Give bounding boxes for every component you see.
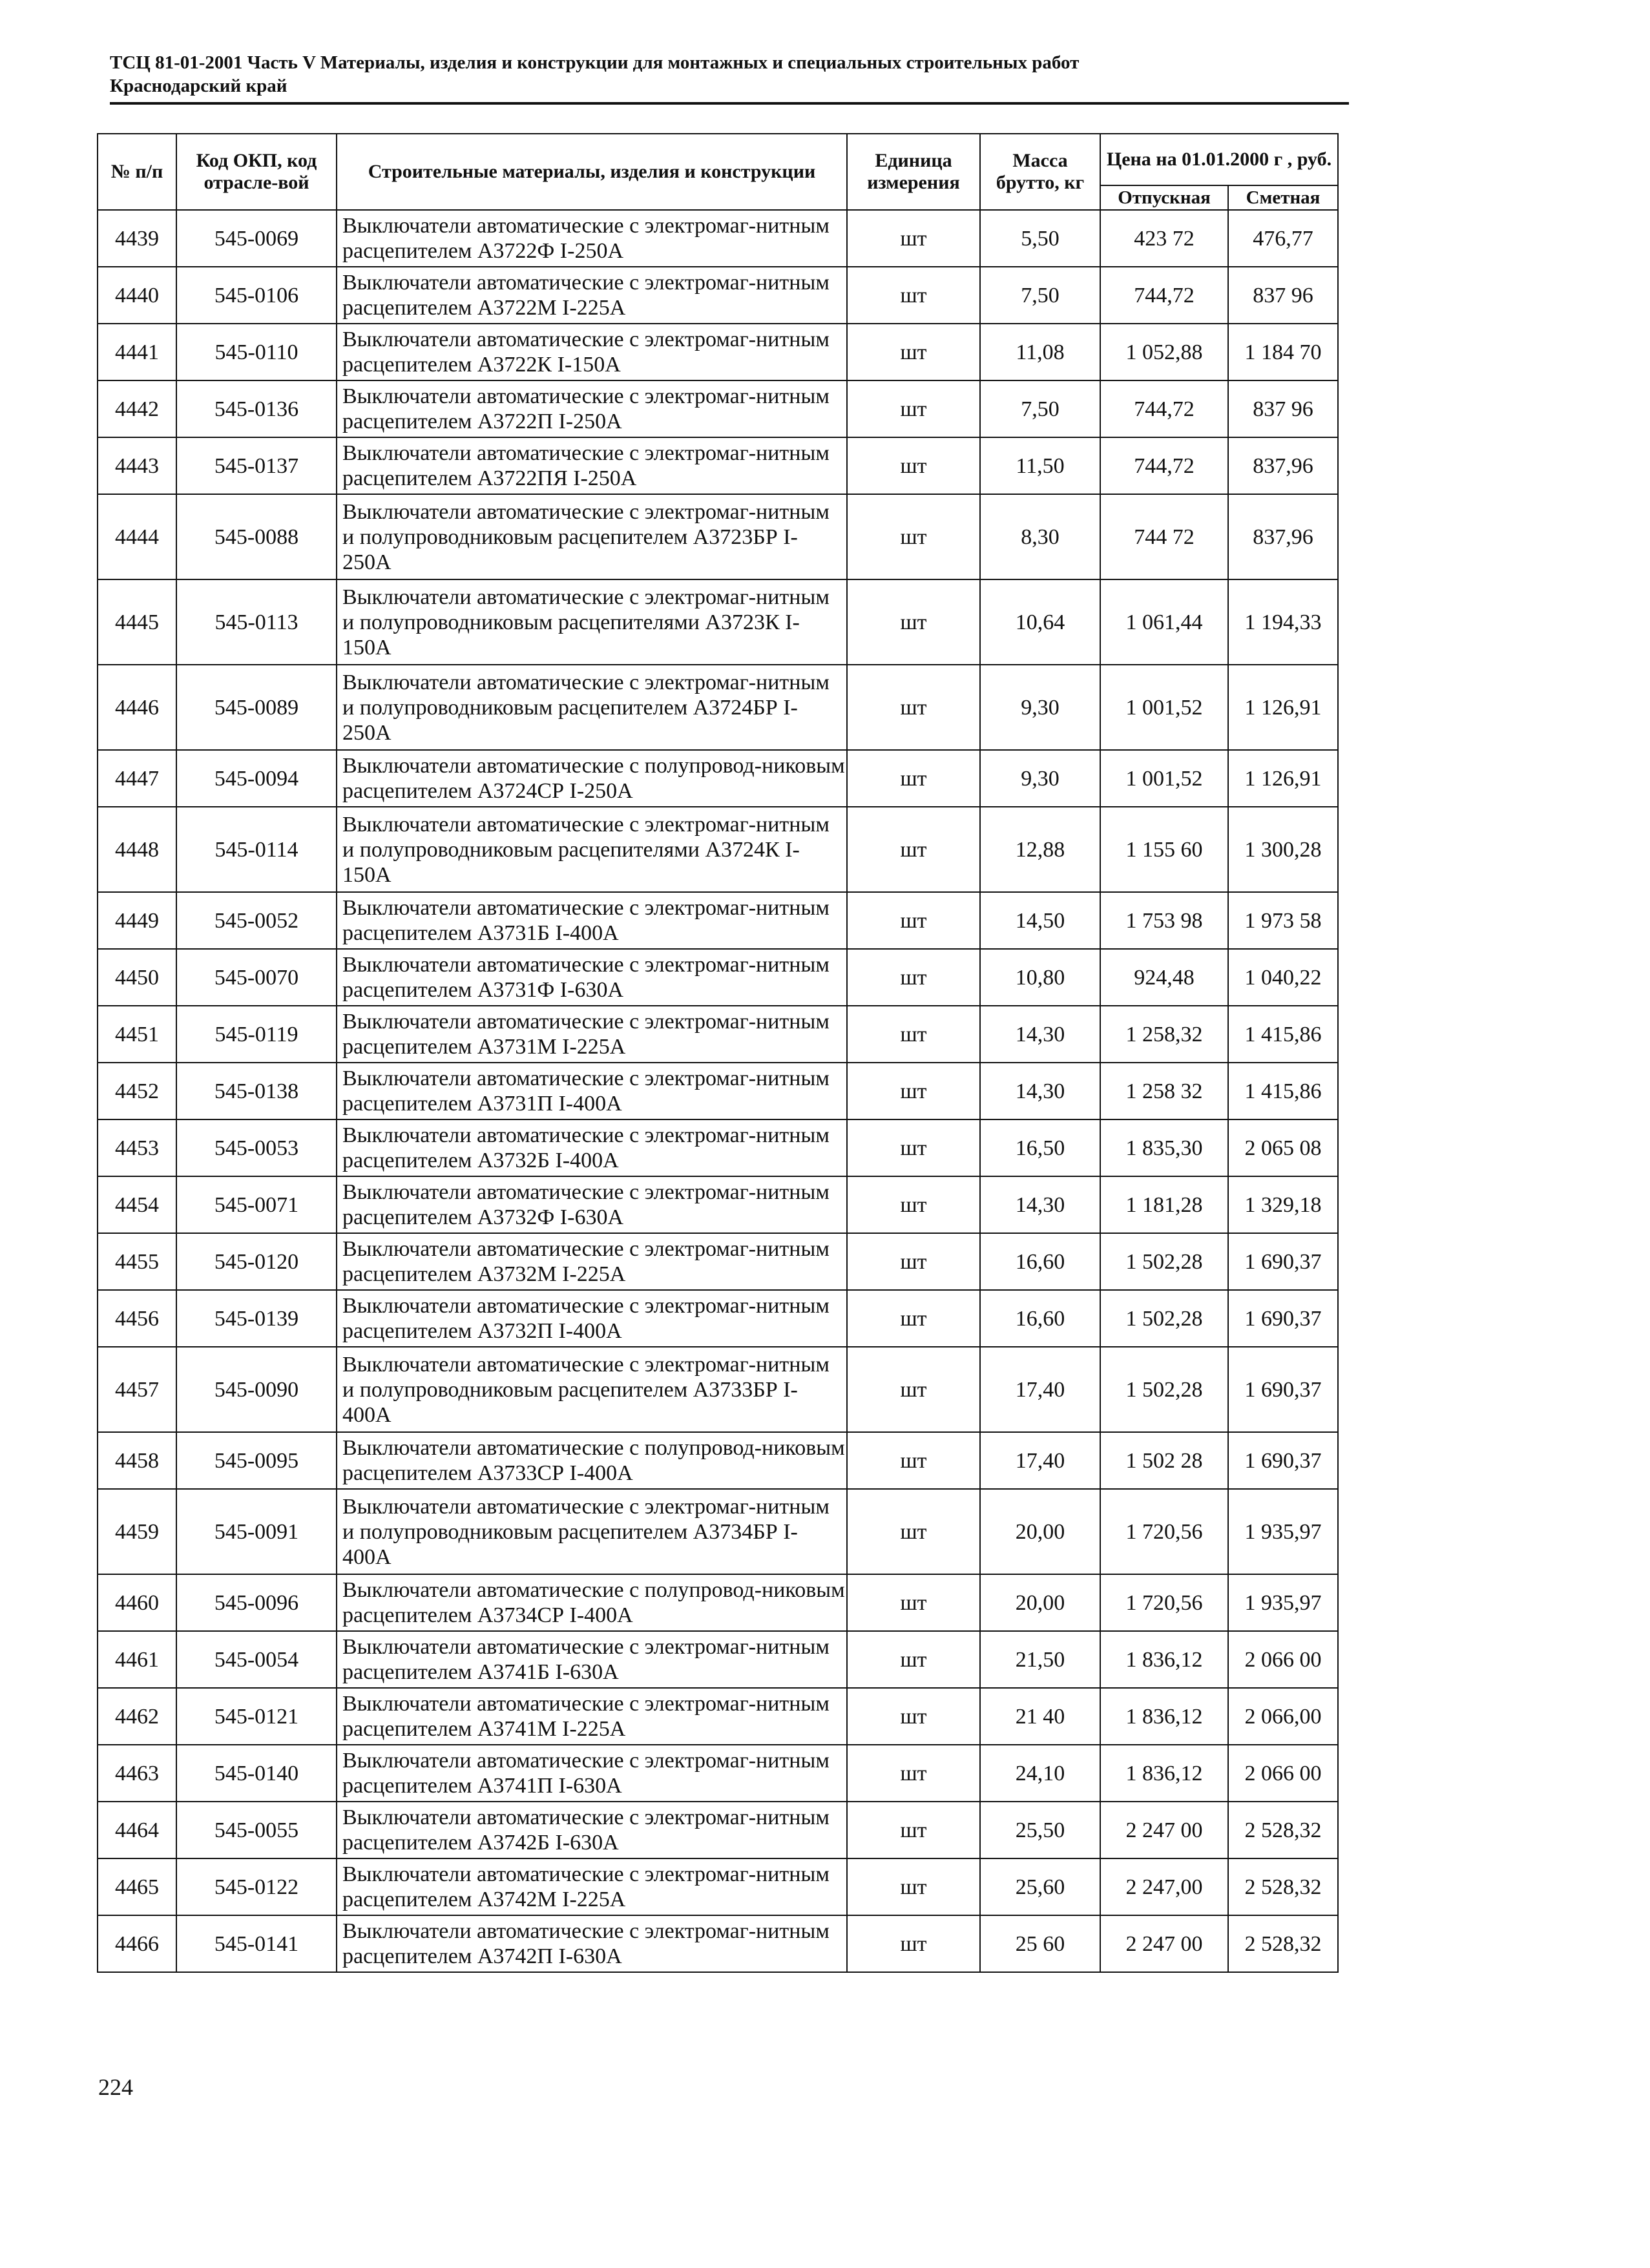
row-num-cell: 4448: [98, 807, 176, 892]
row-unit-cell: шт: [847, 1745, 980, 1802]
row-unit-cell: шт: [847, 892, 980, 949]
row-mass-cell: 9,30: [980, 750, 1100, 807]
row-wholesale-cell: 1 836,12: [1100, 1688, 1228, 1745]
table-row: [98, 665, 1338, 750]
table-row: [98, 1631, 1338, 1688]
table-row: [98, 1432, 1338, 1489]
row-unit-cell: шт: [847, 267, 980, 324]
row-estimate-cell: 837 96: [1228, 380, 1338, 437]
row-wholesale-cell: 1 720,56: [1100, 1574, 1228, 1631]
header-divider: [110, 102, 1349, 105]
header-unit: Единица измерения: [847, 134, 980, 210]
row-wholesale-cell: 1 502,28: [1100, 1290, 1228, 1347]
row-code-cell: 545-0122: [176, 1858, 337, 1915]
table-row: [98, 579, 1338, 665]
row-num-cell: 4445: [98, 579, 176, 665]
row-num-cell: 4441: [98, 324, 176, 380]
row-estimate-cell: 1 126,91: [1228, 665, 1338, 750]
row-wholesale-cell: 1 052,88: [1100, 324, 1228, 380]
row-code-cell: 545-0088: [176, 494, 337, 579]
row-estimate-cell: 1 194,33: [1228, 579, 1338, 665]
row-num-cell: 4439: [98, 210, 176, 267]
row-mass-cell: 25 60: [980, 1915, 1100, 1972]
row-num-cell: 4444: [98, 494, 176, 579]
table-row: [98, 949, 1338, 1006]
page-number: 224: [98, 2074, 133, 2100]
row-code-cell: 545-0139: [176, 1290, 337, 1347]
row-unit-cell: шт: [847, 1489, 980, 1574]
row-unit-cell: шт: [847, 494, 980, 579]
row-code-cell: 545-0113: [176, 579, 337, 665]
row-code-cell: 545-0053: [176, 1119, 337, 1176]
table-row: [98, 1688, 1338, 1745]
price-table: [97, 133, 1339, 1973]
row-wholesale-cell: 744,72: [1100, 267, 1228, 324]
row-mass-cell: 16,60: [980, 1233, 1100, 1290]
row-code-cell: 545-0138: [176, 1063, 337, 1119]
region-label: Краснодарский край: [110, 76, 287, 96]
row-num-cell: 4442: [98, 380, 176, 437]
row-mass-cell: 7,50: [980, 380, 1100, 437]
row-mass-cell: 9,30: [980, 665, 1100, 750]
row-estimate-cell: 1 690,37: [1228, 1233, 1338, 1290]
table-row: [98, 1574, 1338, 1631]
row-name-cell: Выключатели автоматические с электромаг-нитным расцепителем А3741М I-225А: [337, 1688, 847, 1745]
row-code-cell: 545-0090: [176, 1347, 337, 1432]
row-name-cell: Выключатели автоматические с полупровод-никовым расцепителем А3724СР I-250А: [337, 750, 847, 807]
row-code-cell: 545-0106: [176, 267, 337, 324]
table-body: [98, 210, 1338, 1972]
header-num: № п/п: [98, 134, 176, 210]
row-code-cell: 545-0096: [176, 1574, 337, 1631]
row-num-cell: 4450: [98, 949, 176, 1006]
row-code-cell: 545-0070: [176, 949, 337, 1006]
row-wholesale-cell: 1 061,44: [1100, 579, 1228, 665]
row-mass-cell: 14,30: [980, 1063, 1100, 1119]
row-name-cell: Выключатели автоматические с электромаг-нитным расцепителем А3732П I-400А: [337, 1290, 847, 1347]
table-row: [98, 1915, 1338, 1972]
row-num-cell: 4454: [98, 1176, 176, 1233]
row-estimate-cell: 2 528,32: [1228, 1802, 1338, 1858]
row-mass-cell: 14,30: [980, 1176, 1100, 1233]
row-code-cell: 545-0069: [176, 210, 337, 267]
row-wholesale-cell: 1 258,32: [1100, 1006, 1228, 1063]
row-unit-cell: шт: [847, 437, 980, 494]
table-row: [98, 807, 1338, 892]
row-name-cell: Выключатели автоматические с электромаг-нитным и полупроводниковым расцепителем А3723БР I-250А: [337, 494, 847, 579]
table-row: [98, 1119, 1338, 1176]
row-num-cell: 4463: [98, 1745, 176, 1802]
row-code-cell: 545-0089: [176, 665, 337, 750]
row-num-cell: 4446: [98, 665, 176, 750]
table-row: [98, 892, 1338, 949]
row-wholesale-cell: 744,72: [1100, 437, 1228, 494]
row-num-cell: 4449: [98, 892, 176, 949]
row-estimate-cell: 1 184 70: [1228, 324, 1338, 380]
row-wholesale-cell: 744,72: [1100, 380, 1228, 437]
row-name-cell: Выключатели автоматические с полупровод-никовым расцепителем А3733СР I-400А: [337, 1432, 847, 1489]
header-wholesale: Отпускная: [1100, 185, 1228, 210]
row-estimate-cell: 837,96: [1228, 437, 1338, 494]
row-num-cell: 4458: [98, 1432, 176, 1489]
table-row: [98, 1006, 1338, 1063]
row-code-cell: 545-0095: [176, 1432, 337, 1489]
table-row: [98, 1063, 1338, 1119]
row-unit-cell: шт: [847, 1063, 980, 1119]
row-name-cell: Выключатели автоматические с электромаг-нитным и полупроводниковым расцепителями А3723К I-150А: [337, 579, 847, 665]
row-code-cell: 545-0071: [176, 1176, 337, 1233]
row-unit-cell: шт: [847, 949, 980, 1006]
table-row: [98, 210, 1338, 267]
row-unit-cell: шт: [847, 1119, 980, 1176]
row-code-cell: 545-0094: [176, 750, 337, 807]
row-code-cell: 545-0140: [176, 1745, 337, 1802]
row-mass-cell: 14,30: [980, 1006, 1100, 1063]
table-row: [98, 1745, 1338, 1802]
row-num-cell: 4447: [98, 750, 176, 807]
row-code-cell: 545-0137: [176, 437, 337, 494]
row-code-cell: 545-0052: [176, 892, 337, 949]
row-code-cell: 545-0119: [176, 1006, 337, 1063]
table-row: [98, 324, 1338, 380]
row-unit-cell: шт: [847, 1631, 980, 1688]
row-mass-cell: 21 40: [980, 1688, 1100, 1745]
row-wholesale-cell: 423 72: [1100, 210, 1228, 267]
row-wholesale-cell: 1 258 32: [1100, 1063, 1228, 1119]
row-code-cell: 545-0136: [176, 380, 337, 437]
row-wholesale-cell: 924,48: [1100, 949, 1228, 1006]
row-wholesale-cell: 1 502,28: [1100, 1347, 1228, 1432]
table-row: [98, 267, 1338, 324]
row-name-cell: Выключатели автоматические с электромаг-нитным расцепителем А3722М I-225А: [337, 267, 847, 324]
row-wholesale-cell: 744 72: [1100, 494, 1228, 579]
row-num-cell: 4459: [98, 1489, 176, 1574]
row-wholesale-cell: 2 247 00: [1100, 1802, 1228, 1858]
row-mass-cell: 11,50: [980, 437, 1100, 494]
row-unit-cell: шт: [847, 1233, 980, 1290]
row-num-cell: 4451: [98, 1006, 176, 1063]
row-name-cell: Выключатели автоматические с электромаг-нитным расцепителем А3742Б I-630А: [337, 1802, 847, 1858]
row-name-cell: Выключатели автоматические с электромаг-нитным и полупроводниковым расцепителями А3724К I-150А: [337, 807, 847, 892]
table-row: [98, 1233, 1338, 1290]
row-name-cell: Выключатели автоматические с электромаг-нитным расцепителем А3742М I-225А: [337, 1858, 847, 1915]
page-header: [110, 50, 1350, 97]
row-unit-cell: шт: [847, 1432, 980, 1489]
row-estimate-cell: 837,96: [1228, 494, 1338, 579]
row-name-cell: Выключатели автоматические с электромаг-нитным расцепителем А3722Ф I-250А: [337, 210, 847, 267]
table-row: [98, 380, 1338, 437]
row-code-cell: 545-0110: [176, 324, 337, 380]
row-mass-cell: 10,64: [980, 579, 1100, 665]
row-num-cell: 4461: [98, 1631, 176, 1688]
table-row: [98, 1858, 1338, 1915]
row-mass-cell: 11,08: [980, 324, 1100, 380]
row-estimate-cell: 2 065 08: [1228, 1119, 1338, 1176]
row-num-cell: 4464: [98, 1802, 176, 1858]
row-num-cell: 4456: [98, 1290, 176, 1347]
row-mass-cell: 25,60: [980, 1858, 1100, 1915]
row-name-cell: Выключатели автоматические с электромаг-нитным расцепителем А3732Ф I-630А: [337, 1176, 847, 1233]
row-mass-cell: 24,10: [980, 1745, 1100, 1802]
row-unit-cell: шт: [847, 1688, 980, 1745]
row-name-cell: Выключатели автоматические с полупровод-никовым расцепителем А3734СР I-400А: [337, 1574, 847, 1631]
row-wholesale-cell: 1 155 60: [1100, 807, 1228, 892]
row-unit-cell: шт: [847, 1176, 980, 1233]
row-mass-cell: 10,80: [980, 949, 1100, 1006]
row-mass-cell: 8,30: [980, 494, 1100, 579]
row-unit-cell: шт: [847, 807, 980, 892]
table-row: [98, 1176, 1338, 1233]
row-estimate-cell: 1 126,91: [1228, 750, 1338, 807]
row-wholesale-cell: 1 502,28: [1100, 1233, 1228, 1290]
row-estimate-cell: 1 415,86: [1228, 1063, 1338, 1119]
row-name-cell: Выключатели автоматические с электромаг-нитным расцепителем А3741Б I-630А: [337, 1631, 847, 1688]
row-unit-cell: шт: [847, 1802, 980, 1858]
row-estimate-cell: 1 935,97: [1228, 1489, 1338, 1574]
row-num-cell: 4465: [98, 1858, 176, 1915]
row-wholesale-cell: 1 181,28: [1100, 1176, 1228, 1233]
row-estimate-cell: 2 066,00: [1228, 1688, 1338, 1745]
row-name-cell: Выключатели автоматические с электромаг-нитным и полупроводниковым расцепителем А3734БР I-400А: [337, 1489, 847, 1574]
table-row: [98, 750, 1338, 807]
row-mass-cell: 20,00: [980, 1574, 1100, 1631]
row-mass-cell: 14,50: [980, 892, 1100, 949]
row-name-cell: Выключатели автоматические с электромаг-нитным расцепителем А3731М I-225А: [337, 1006, 847, 1063]
header-code: Код ОКП, код отрасле-вой: [176, 134, 337, 210]
row-mass-cell: 5,50: [980, 210, 1100, 267]
table-row: [98, 1347, 1338, 1432]
row-unit-cell: шт: [847, 1915, 980, 1972]
row-estimate-cell: 1 329,18: [1228, 1176, 1338, 1233]
row-estimate-cell: 1 973 58: [1228, 892, 1338, 949]
row-code-cell: 545-0091: [176, 1489, 337, 1574]
row-code-cell: 545-0054: [176, 1631, 337, 1688]
row-wholesale-cell: 1 753 98: [1100, 892, 1228, 949]
table-row: [98, 437, 1338, 494]
row-estimate-cell: 1 415,86: [1228, 1006, 1338, 1063]
row-num-cell: 4455: [98, 1233, 176, 1290]
row-name-cell: Выключатели автоматические с электромаг-нитным расцепителем А3722П I-250А: [337, 380, 847, 437]
row-estimate-cell: 2 528,32: [1228, 1858, 1338, 1915]
row-wholesale-cell: 2 247,00: [1100, 1858, 1228, 1915]
row-name-cell: Выключатели автоматические с электромаг-нитным расцепителем А3731Б I-400А: [337, 892, 847, 949]
row-wholesale-cell: 1 835,30: [1100, 1119, 1228, 1176]
row-mass-cell: 25,50: [980, 1802, 1100, 1858]
row-wholesale-cell: 1 836,12: [1100, 1745, 1228, 1802]
row-estimate-cell: 1 040,22: [1228, 949, 1338, 1006]
row-code-cell: 545-0055: [176, 1802, 337, 1858]
header-name: Строительные материалы, изделия и конструкции: [337, 134, 847, 210]
row-wholesale-cell: 2 247 00: [1100, 1915, 1228, 1972]
row-unit-cell: шт: [847, 665, 980, 750]
row-num-cell: 4466: [98, 1915, 176, 1972]
row-estimate-cell: 2 528,32: [1228, 1915, 1338, 1972]
row-mass-cell: 12,88: [980, 807, 1100, 892]
header-mass: Масса брутто, кг: [980, 134, 1100, 210]
row-num-cell: 4462: [98, 1688, 176, 1745]
row-wholesale-cell: 1 836,12: [1100, 1631, 1228, 1688]
table-row: [98, 1489, 1338, 1574]
header-estimate: Сметная: [1228, 185, 1338, 210]
row-unit-cell: шт: [847, 210, 980, 267]
row-name-cell: Выключатели автоматические с электромаг-нитным расцепителем А3731Ф I-630А: [337, 949, 847, 1006]
row-wholesale-cell: 1 720,56: [1100, 1489, 1228, 1574]
row-mass-cell: 17,40: [980, 1347, 1100, 1432]
row-name-cell: Выключатели автоматические с электромаг-нитным расцепителем А3741П I-630А: [337, 1745, 847, 1802]
table-row: [98, 494, 1338, 579]
row-unit-cell: шт: [847, 324, 980, 380]
table-row: [98, 1290, 1338, 1347]
row-estimate-cell: 2 066 00: [1228, 1745, 1338, 1802]
row-estimate-cell: 1 690,37: [1228, 1347, 1338, 1432]
row-unit-cell: шт: [847, 1858, 980, 1915]
row-mass-cell: 16,50: [980, 1119, 1100, 1176]
row-unit-cell: шт: [847, 1290, 980, 1347]
row-num-cell: 4457: [98, 1347, 176, 1432]
row-unit-cell: шт: [847, 750, 980, 807]
row-unit-cell: шт: [847, 1347, 980, 1432]
row-name-cell: Выключатели автоматические с электромаг-нитным расцепителем А3732Б I-400А: [337, 1119, 847, 1176]
row-wholesale-cell: 1 001,52: [1100, 665, 1228, 750]
row-num-cell: 4452: [98, 1063, 176, 1119]
row-mass-cell: 16,60: [980, 1290, 1100, 1347]
row-code-cell: 545-0141: [176, 1915, 337, 1972]
row-unit-cell: шт: [847, 1006, 980, 1063]
row-name-cell: Выключатели автоматические с электромаг-нитным расцепителем А3731П I-400А: [337, 1063, 847, 1119]
row-estimate-cell: 837 96: [1228, 267, 1338, 324]
row-unit-cell: шт: [847, 1574, 980, 1631]
row-unit-cell: шт: [847, 579, 980, 665]
row-code-cell: 545-0114: [176, 807, 337, 892]
row-estimate-cell: 1 690,37: [1228, 1432, 1338, 1489]
row-estimate-cell: 476,77: [1228, 210, 1338, 267]
row-name-cell: Выключатели автоматические с электромаг-нитным расцепителем А3732М I-225А: [337, 1233, 847, 1290]
row-name-cell: Выключатели автоматические с электромаг-нитным и полупроводниковым расцепителем А3724БР I-250А: [337, 665, 847, 750]
table-row: [98, 1802, 1338, 1858]
row-code-cell: 545-0120: [176, 1233, 337, 1290]
row-name-cell: Выключатели автоматические с электромаг-нитным расцепителем А3722К I-150А: [337, 324, 847, 380]
row-mass-cell: 20,00: [980, 1489, 1100, 1574]
row-estimate-cell: 1 935,97: [1228, 1574, 1338, 1631]
row-mass-cell: 7,50: [980, 267, 1100, 324]
row-name-cell: Выключатели автоматические с электромаг-нитным расцепителем А3742П I-630А: [337, 1915, 847, 1972]
row-mass-cell: 17,40: [980, 1432, 1100, 1489]
row-num-cell: 4440: [98, 267, 176, 324]
row-num-cell: 4453: [98, 1119, 176, 1176]
row-name-cell: Выключатели автоматические с электромаг-нитным и полупроводниковым расцепителем А3733БР I-400А: [337, 1347, 847, 1432]
row-estimate-cell: 1 300,28: [1228, 807, 1338, 892]
row-unit-cell: шт: [847, 380, 980, 437]
row-estimate-cell: 1 690,37: [1228, 1290, 1338, 1347]
row-num-cell: 4443: [98, 437, 176, 494]
document-title: ТСЦ 81-01-2001 Часть V Материалы, изделия и конструкции для монтажных и специальных строительных работ: [110, 52, 1080, 73]
row-estimate-cell: 2 066 00: [1228, 1631, 1338, 1688]
row-num-cell: 4460: [98, 1574, 176, 1631]
row-wholesale-cell: 1 001,52: [1100, 750, 1228, 807]
row-code-cell: 545-0121: [176, 1688, 337, 1745]
row-wholesale-cell: 1 502 28: [1100, 1432, 1228, 1489]
header-price: Цена на 01.01.2000 г , руб.: [1100, 134, 1338, 185]
row-mass-cell: 21,50: [980, 1631, 1100, 1688]
row-name-cell: Выключатели автоматические с электромаг-нитным расцепителем А3722ПЯ I-250А: [337, 437, 847, 494]
